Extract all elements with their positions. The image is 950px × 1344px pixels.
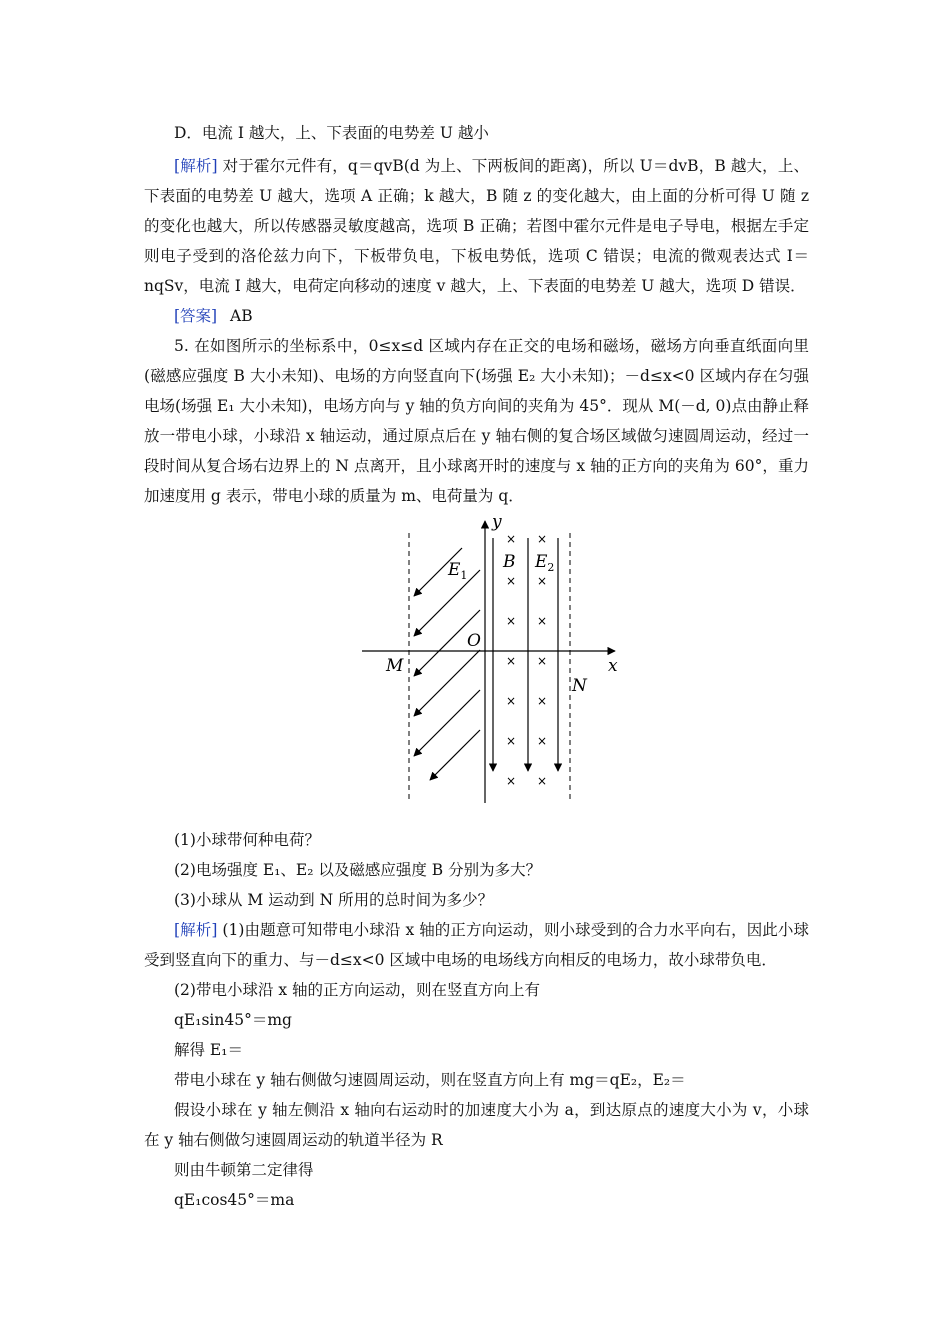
question-3: (3)小球从 M 运动到 N 所用的总时间为多少？ — [174, 891, 494, 909]
answer-line — [144, 301, 809, 331]
document-page — [144, 118, 809, 1215]
answer-tag: [答案] — [174, 307, 218, 325]
diagram-svg — [362, 513, 622, 813]
b-field-cross: × — [505, 574, 517, 588]
b-field-cross: × — [505, 532, 517, 546]
question-2: (2)电场强度 E₁、E₂ 以及磁感应强度 B 分别为多大？ — [174, 861, 542, 879]
analysis-text: 对于霍尔元件有，q＝qvB(d 为上、下两板间的距离)，所以 U＝dvB，B 越大，上、下表面的电势差 U 越大，选项 A 正确；k 越大，B 随 z 的变化越大，由上面的分析可得 U 随 z 的变化也越大，所以传感器灵敏度越高，选项 B 正确；若图中霍尔元件是电子导电，根据左手定则电子受到的洛伦兹力向下，下板带负电，下板电势低，选项 C 错误；电流的微观表达式 I＝nqSv，电流 I 越大，电荷定向移动的速度 v 越大，上、下表面的电势差 U 越大，选项 D 错误． — [144, 157, 809, 295]
answer-text: AB — [230, 307, 253, 325]
solution-line: 带电小球在 y 轴右侧做匀速圆周运动，则在竖直方向上有 mg＝qE₂，E₂＝ — [174, 1071, 686, 1089]
b-field-cross: × — [505, 614, 517, 628]
analysis-tag: [解析] — [174, 921, 218, 939]
label-e2: $E_2$ — [535, 552, 555, 574]
b-field-cross: × — [536, 694, 548, 708]
b-field-cross: × — [536, 654, 548, 668]
e1-field-line — [414, 690, 480, 756]
label-e1: $E_1$ — [448, 560, 468, 582]
analysis-tag: [解析] — [174, 157, 218, 175]
problem-5-statement: 5. 在如图所示的坐标系中，0≤x≤d 区域内存在正交的电场和磁场，磁场方向垂直纸面向里(磁感应强度 B 大小未知)、电场的方向竖直向下(场强 E₂ 大小未知)；－d≤x<0 区域内存在匀强电场(场强 E₁ 大小未知)，电场方向与 y 轴的负方向间的夹角为 45°．现从 M(－d, 0)点由静止释放一带电小球，小球沿 x 轴运动，通过原点后在 y 轴右侧的复合场区域做匀速圆周运动，经过一段时间从复合场右边界上的 N 点离开，且小球离开时的速度与 x 轴的正方向的夹角为 60°，重力加速度用 g 表示，带电小球的质量为 m、电荷量为 q． — [144, 337, 809, 505]
label-x: x — [608, 656, 618, 676]
label-n: N — [572, 676, 587, 696]
option-d: D．电流 I 越大，上、下表面的电势差 U 越小 — [174, 124, 489, 142]
solution-line: (2)带电小球沿 x 轴的正方向运动，则在竖直方向上有 — [174, 981, 541, 999]
analysis-text: (1)由题意可知带电小球沿 x 轴的正方向运动，则小球受到的合力水平向右，因此小球受到竖直向下的重力、与－d≤x<0 区域中电场的电场线方向相反的电场力，故小球带负电． — [144, 921, 809, 969]
equation: qE₁cos45°＝ma — [174, 1191, 295, 1209]
b-field-cross: × — [536, 574, 548, 588]
b-field-cross: × — [536, 614, 548, 628]
b-field-cross: × — [505, 774, 517, 788]
e1-field-line — [414, 650, 480, 716]
solution-line: 则由牛顿第二定律得 — [174, 1161, 314, 1179]
b-field-cross: × — [536, 734, 548, 748]
label-origin: O — [467, 631, 481, 651]
label-y: y — [492, 513, 502, 532]
question-1: (1)小球带何种电荷？ — [174, 831, 320, 849]
b-field-cross: × — [505, 694, 517, 708]
b-field-cross: × — [536, 532, 548, 546]
field-diagram — [144, 513, 809, 813]
solution-line: 解得 E₁＝ — [174, 1041, 243, 1059]
b-field-cross: × — [505, 734, 517, 748]
e1-field-line — [430, 730, 480, 780]
analysis-paragraph-1 — [144, 151, 809, 301]
b-field-cross: × — [536, 774, 548, 788]
equation: qE₁sin45°＝mg — [174, 1011, 292, 1029]
label-b: B — [503, 552, 516, 572]
solution-line: 假设小球在 y 轴左侧沿 x 轴向右运动时的加速度大小为 a，到达原点的速度大小为 v，小球在 y 轴右侧做匀速圆周运动的轨道半径为 R — [144, 1101, 809, 1149]
label-m: M — [386, 656, 404, 676]
b-field-cross: × — [505, 654, 517, 668]
analysis-paragraph-2 — [144, 915, 809, 975]
e1-field-line — [414, 570, 480, 636]
